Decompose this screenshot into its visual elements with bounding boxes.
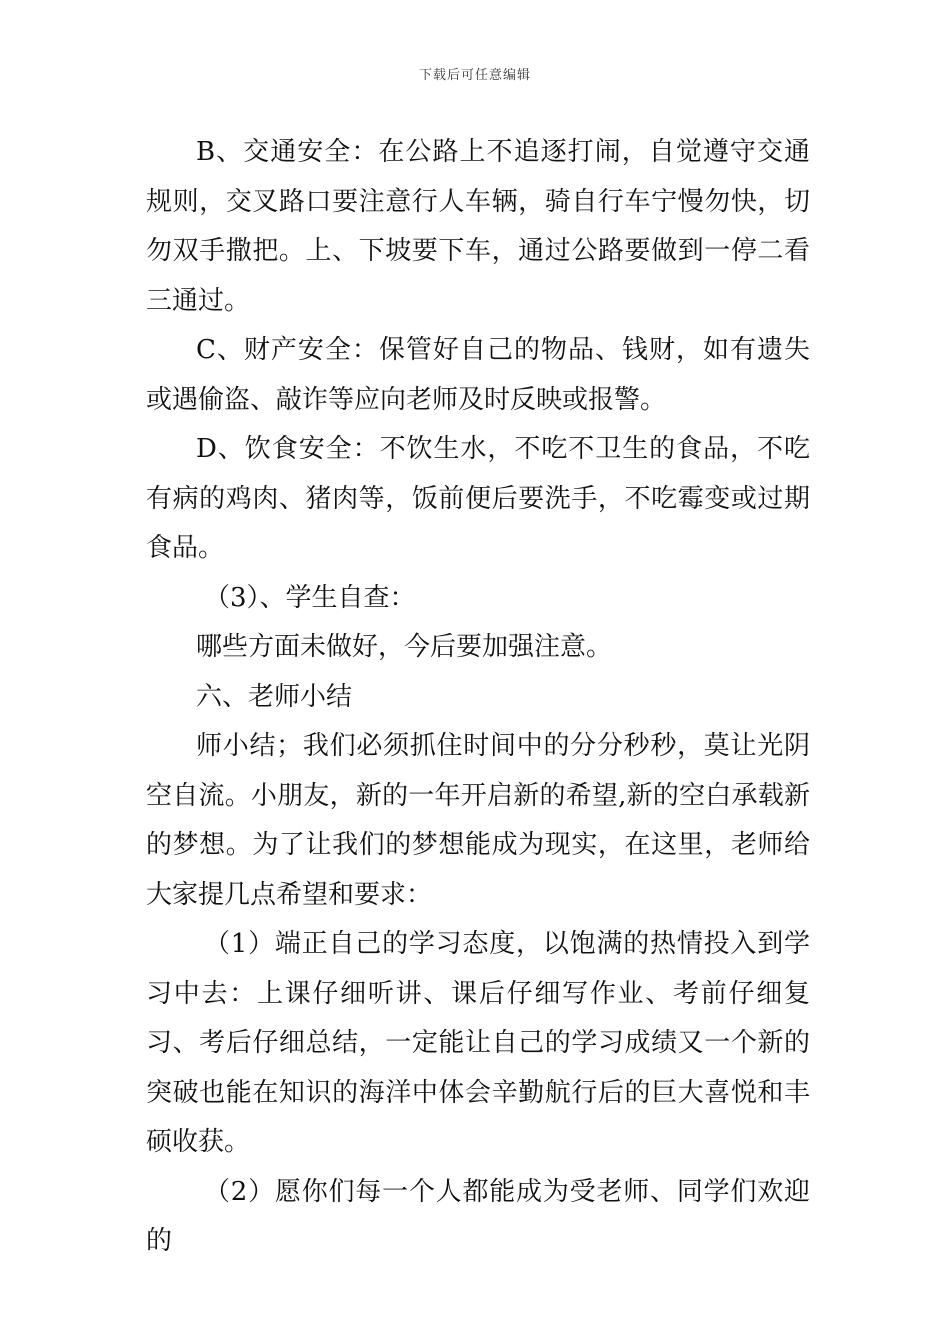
paragraph-traffic-safety: B、交通安全：在公路上不追逐打闹，自觉遵守交通规则，交叉路口要注意行人车辆，骑自行车宁慢勿快，切勿双手撒把。上、下坡要下车，通过公路要做到一停二看三通过。 [146, 137, 810, 316]
paragraph-food-safety: D、饮食安全：不饮生水，不吃不卫生的食品，不吃有病的鸡肉、猪肉等，饭前便后要洗手，不吃霉变或过期食品。 [146, 434, 810, 563]
paragraph-hope-2: （2）愿你们每一个人都能成为受老师、同学们欢迎的 [146, 1176, 810, 1256]
paragraph-self-check-body: 哪些方面未做好，今后要加强注意。 [196, 632, 613, 662]
document-body [146, 128, 810, 1267]
section-heading-teacher-summary: 六、老师小结 [196, 681, 353, 712]
paragraph-self-check-heading: （3）、学生自查： [204, 582, 416, 613]
paragraph-hope-1: （1）端正自己的学习态度，以饱满的热情投入到学习中去：上课仔细听讲、课后仔细写作业、考前仔细复习、考后仔细总结，一定能让自己的学习成绩又一个新的突破也能在知识的海洋中体会辛勤航行后的巨大喜悦和丰硕收获。 [146, 929, 810, 1157]
page-header-note: 下载后可任意编辑 [418, 68, 531, 83]
paragraph-teacher-summary: 师小结；我们必须抓住时间中的分分秒秒，莫让光阴空自流。小朋友，新的一年开启新的希望,新的空白承载新的梦想。为了让我们的梦想能成为现实，在这里，老师给大家提几点希望和要求： [146, 731, 810, 910]
paragraph-property-safety: C、财产安全：保管好自己的物品、钱财，如有遗失或遇偷盗、敲诈等应向老师及时反映或报警。 [146, 335, 810, 415]
